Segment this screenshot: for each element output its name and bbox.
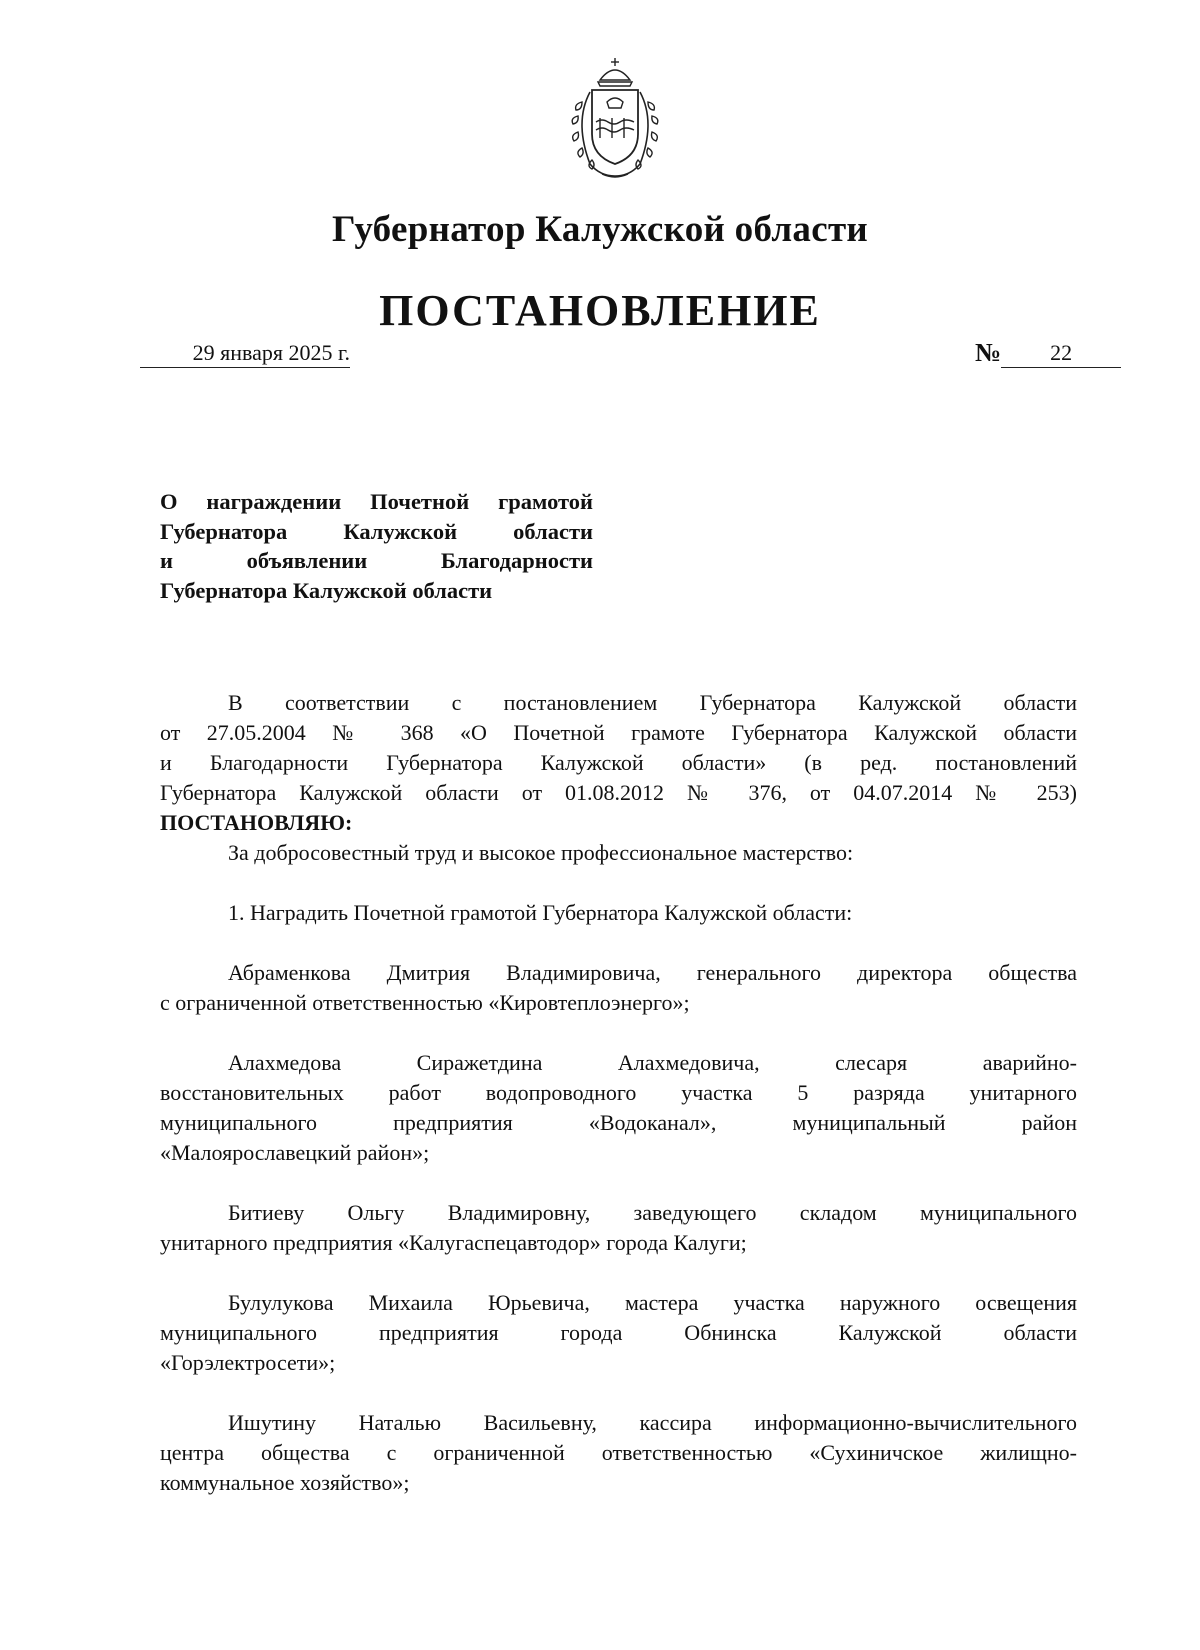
awardee-line: Битиеву Ольгу Владимировну, заведующего складом муниципального — [228, 1200, 1077, 1225]
awardee-line: унитарного предприятия «Калугаспецавтодор» города Калуги; — [160, 1230, 747, 1255]
awardee-line: восстановительных работ водопроводного участка 5 разряда унитарного — [160, 1080, 1077, 1105]
title-line: Губернатора Калужской области — [160, 518, 593, 544]
clause-1: 1. Наградить Почетной грамотой Губернатора Калужской области: — [228, 900, 853, 925]
document-title — [160, 487, 593, 605]
title-line: О награждении Почетной грамотой — [160, 489, 593, 514]
awardee-line: муниципального предприятия «Водоканал», муниципальный район — [160, 1110, 1077, 1135]
document-number: 22 — [1001, 340, 1121, 368]
awardee-line: муниципального предприятия города Обнинска Калужской области — [160, 1320, 1077, 1345]
number-sign: № — [975, 338, 1002, 367]
decree-word: ПОСТАНОВЛЯЮ: — [160, 810, 353, 835]
document-number-block — [975, 338, 1121, 368]
document-body — [160, 688, 1077, 1498]
awardee-line: Абраменкова Дмитрия Владимировича, генерального директора общества — [228, 960, 1077, 985]
issuing-authority: Губернатор Калужской области — [331, 209, 869, 250]
awardee-line: Булулукова Михаила Юрьевича, мастера участка наружного освещения — [228, 1290, 1077, 1315]
document-type: ПОСТАНОВЛЕНИЕ — [379, 286, 821, 335]
title-line: и объявлении Благодарности — [160, 548, 593, 573]
preamble-line: и Благодарности Губернатора Калужской области» (в ред. постановлений — [160, 750, 1077, 775]
awardee-line: с ограниченной ответственностью «Кировтеплоэнерго»; — [160, 990, 690, 1015]
awardee-line: «Горэлектросети»; — [160, 1350, 336, 1375]
awardee-line: коммунальное хозяйство»; — [160, 1470, 410, 1495]
awardee-line: центра общества с ограниченной ответственностью «Сухиничское жилищно- — [160, 1440, 1077, 1465]
document-date: 29 января 2025 г. — [140, 340, 350, 368]
award-reason: За добросовестный труд и высокое профессиональное мастерство: — [228, 840, 854, 865]
awardee-line: Алахмедова Сиражетдина Алахмедовича, слесаря аварийно- — [228, 1050, 1077, 1075]
preamble-line: Губернатора Калужской области от 01.08.2012 № 376, от 04.07.2014 № 253) — [160, 780, 1077, 805]
preamble-line: В соответствии с постановлением Губернатора Калужской области — [228, 690, 1077, 715]
awardee-line: «Малоярославецкий район»; — [160, 1140, 430, 1165]
awardee-line: Ишутину Наталью Васильевну, кассира информационно-вычислительного — [228, 1410, 1077, 1435]
title-line: Губернатора Калужской области — [160, 577, 493, 603]
preamble-line: от 27.05.2004 № 368 «О Почетной грамоте Губернатора Калужской области — [160, 720, 1077, 745]
coat-of-arms-icon — [560, 52, 670, 182]
